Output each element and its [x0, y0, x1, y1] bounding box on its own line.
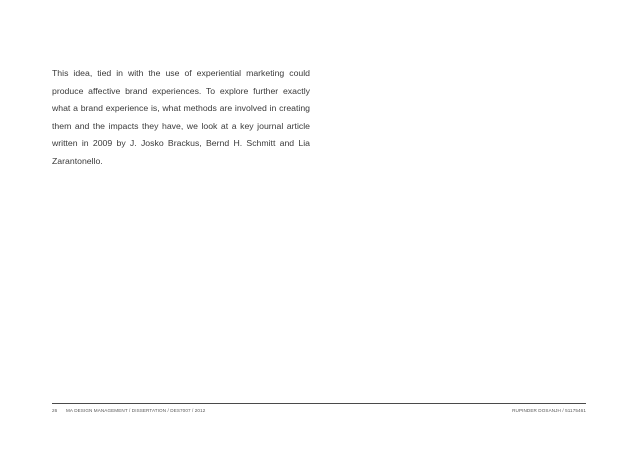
body-text-block — [52, 65, 310, 171]
body-paragraph: This idea, tied in with the use of experiential marketing could produce affective brand experiences. To explore further exactly what a brand experience is, what methods are involved in creating them and the impacts they have, we look at a key journal article written in 2009 by J. Josko Brackus, Bernd H. Schmitt and Lia Zarantonello. — [52, 68, 310, 166]
page-footer — [52, 408, 586, 420]
page-number: 26 — [52, 408, 58, 413]
footer-author-info: RUPINDER DOSANJH / 51175461 — [512, 408, 586, 413]
footer-divider — [52, 403, 586, 404]
footer-course-info: MA DESIGN MANAGEMENT / DISSERTATION / DES7007 / 2012 — [66, 408, 206, 413]
